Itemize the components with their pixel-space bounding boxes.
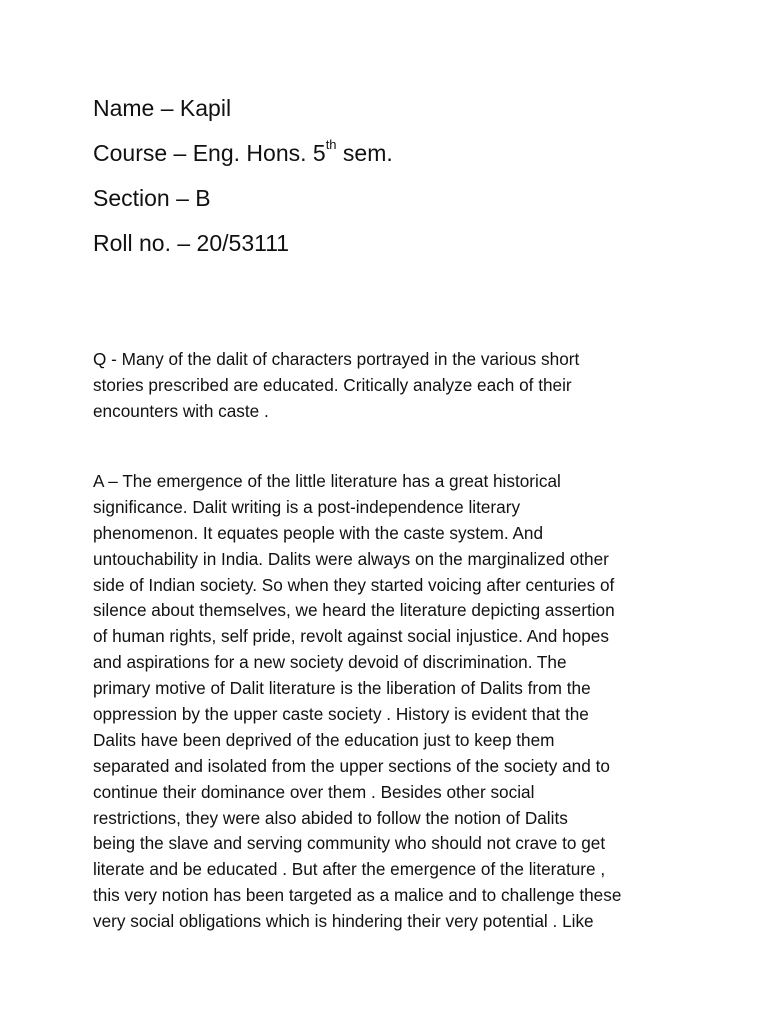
answer-line: A – The emergence of the little literature has a great historical — [93, 471, 561, 491]
answer-line: being the slave and serving community who should not crave to get — [93, 833, 606, 854]
answer-line: of human rights, self pride, revolt against social injustice. And hopes — [93, 626, 609, 647]
answer-line: significance. Dalit writing is a post-independence literary — [93, 496, 521, 517]
answer-line: primary motive of Dalit literature is the liberation of Dalits from the — [93, 678, 591, 699]
question-line: stories prescribed are educated. Critically analyze each of their — [93, 374, 572, 395]
answer-line: silence about themselves, we heard the literature depicting assertion — [93, 600, 615, 621]
student-name: Name – Kapil — [93, 95, 232, 121]
course-text: Course – Eng. Hons. 5 — [93, 140, 326, 166]
answer-line: this very notion has been targeted as a malice and to challenge these — [93, 885, 622, 906]
course-superscript: th — [325, 137, 337, 153]
student-details — [93, 86, 713, 266]
answer-line: very social obligations which is hindering their very potential . Like — [93, 911, 594, 932]
answer-line: and aspirations for a new society devoid of discrimination. The — [93, 652, 567, 673]
course-line — [93, 131, 713, 176]
answer-line: continue their dominance over them . Besides other social — [93, 781, 535, 802]
answer-line: separated and isolated from the upper sections of the society and to — [93, 755, 610, 776]
answer-paragraph — [93, 469, 688, 935]
answer-line: phenomenon. It equates people with the caste system. And — [93, 522, 544, 543]
roll-number-line: Roll no. – 20/53111 — [93, 230, 290, 256]
question-paragraph — [93, 347, 688, 425]
section-line: Section – B — [93, 185, 211, 211]
question-line: Q - Many of the dalit of characters portrayed in the various short — [93, 349, 580, 369]
answer-line: restrictions, they were also abided to follow the notion of Dalits — [93, 807, 568, 828]
answer-line: untouchability in India. Dalits were always on the marginalized other — [93, 548, 609, 569]
question-line: encounters with caste . — [93, 400, 269, 421]
answer-line: side of Indian society. So when they started voicing after centuries of — [93, 574, 615, 595]
course-suffix: sem. — [336, 140, 393, 166]
answer-line: oppression by the upper caste society . History is evident that the — [93, 704, 589, 725]
answer-line: Dalits have been deprived of the education just to keep them — [93, 729, 555, 750]
answer-line: literate and be educated . But after the emergence of the literature , — [93, 859, 606, 880]
